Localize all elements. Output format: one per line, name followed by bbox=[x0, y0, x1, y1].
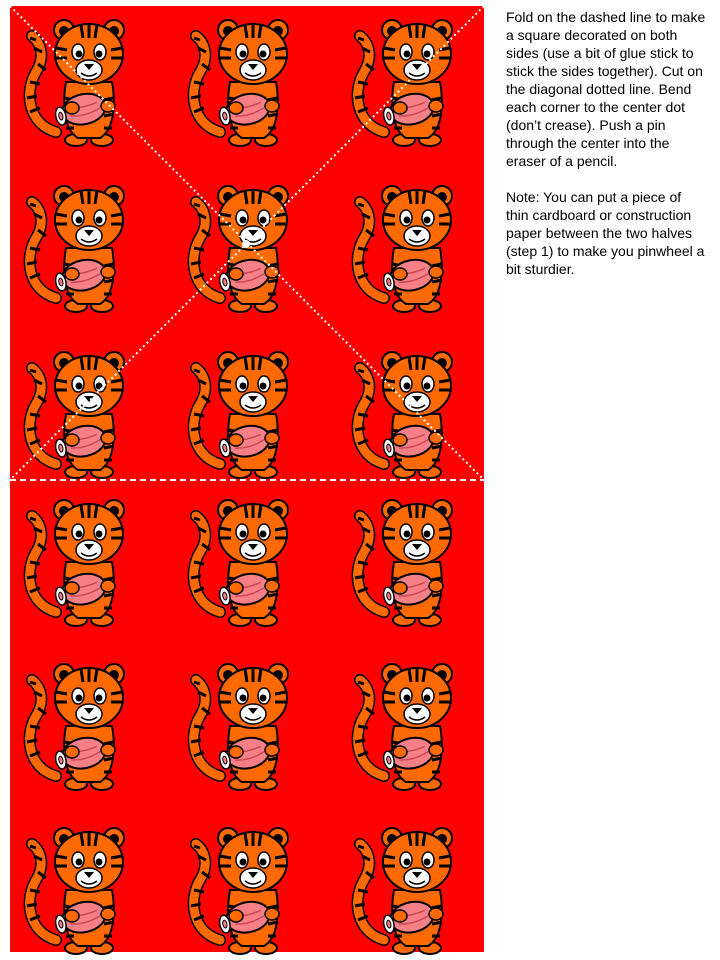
instructions-step-text: Fold on the dashed line to make a square decorated on both sides (use a bit of glue stick to stick the sides together). Cut on the diagonal dotted line. Bend each corner to the center dot (don’t crease). Push a pin through the center into the eraser of a pencil. bbox=[506, 9, 706, 169]
pinwheel-pattern-sheet bbox=[10, 6, 484, 952]
cut-fold-guides bbox=[10, 6, 484, 952]
center-dot bbox=[242, 240, 250, 248]
instructions-panel bbox=[506, 8, 706, 296]
instructions-note-text: Note: You can put a piece of thin cardboard or construction paper between the two halves (step 1) to make you pinwheel a bit sturdier. bbox=[506, 189, 705, 277]
